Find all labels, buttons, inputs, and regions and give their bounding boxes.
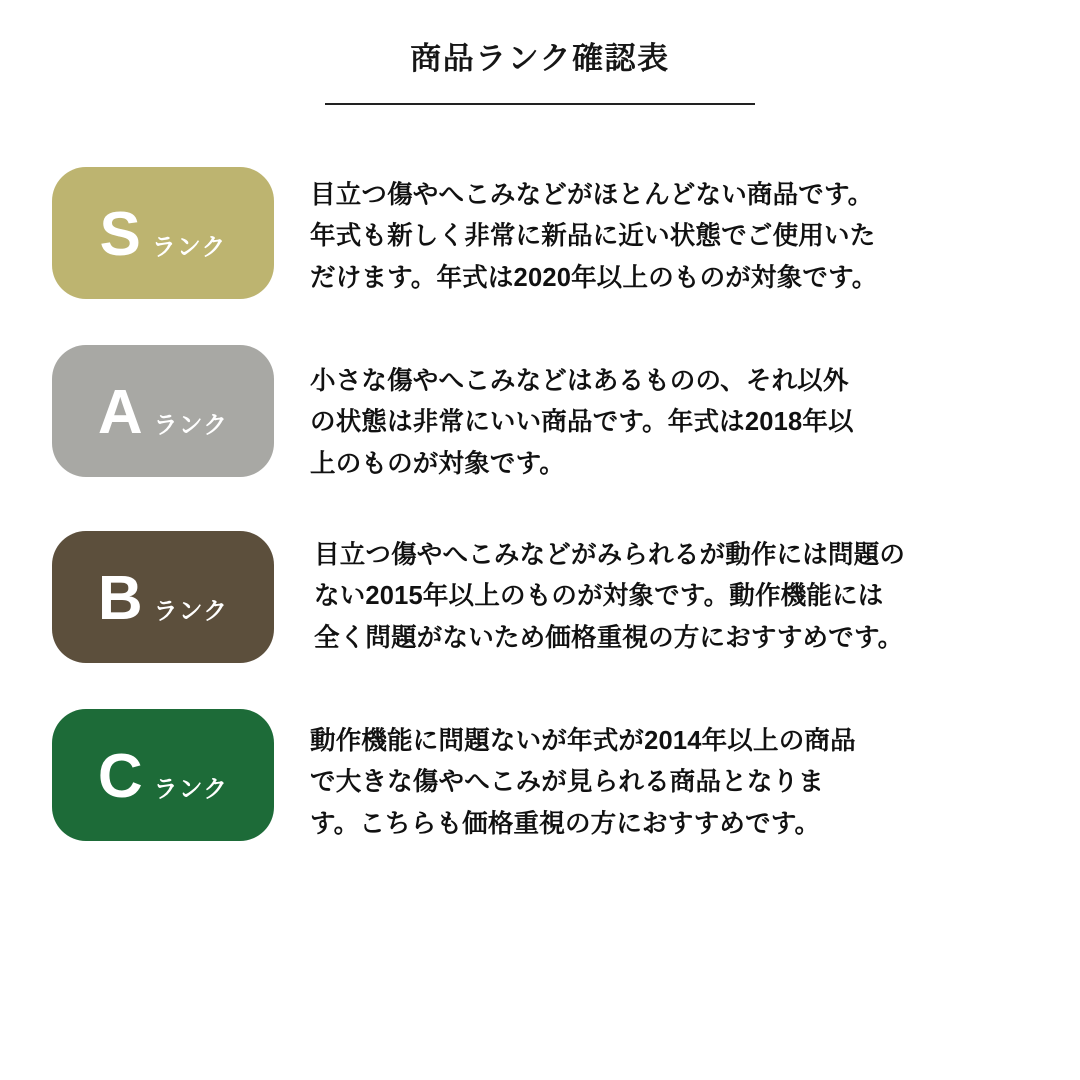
rank-badge-inner xyxy=(97,742,229,812)
rank-description-line: 目立つ傷やへこみなどがみられるが動作には問題の xyxy=(314,541,906,570)
rank-description xyxy=(274,345,1028,485)
rank-description-line: だけます。年式は2020年以上のものが対象です。 xyxy=(310,263,878,292)
rank-badge-b xyxy=(52,531,274,663)
rank-row xyxy=(52,531,1028,663)
rank-description xyxy=(274,709,1028,845)
rank-row xyxy=(52,709,1028,845)
rank-suffix: ランク xyxy=(151,234,227,262)
rank-letter: B xyxy=(97,564,144,634)
title-divider xyxy=(325,103,755,105)
rank-badge-inner xyxy=(97,378,229,448)
rank-badge-inner xyxy=(99,200,227,270)
rank-description-line: 動作機能に問題ないが年式が2014年以上の商品 xyxy=(310,727,856,756)
rank-description-line: 年式も新しく非常に新品に近い状態でご使用いた xyxy=(310,222,876,251)
rank-list xyxy=(0,167,1080,845)
rank-letter: A xyxy=(97,378,144,448)
rank-description xyxy=(274,531,1028,659)
rank-letter: C xyxy=(97,742,144,812)
rank-description-line: 目立つ傷やへこみなどがほとんどない商品です。 xyxy=(310,181,874,210)
rank-letter: S xyxy=(99,200,142,270)
rank-row xyxy=(52,345,1028,485)
rank-badge-a xyxy=(52,345,274,477)
rank-suffix: ランク xyxy=(153,776,229,804)
rank-description xyxy=(274,167,1028,299)
rank-suffix: ランク xyxy=(153,412,229,440)
rank-description-line: 全く問題がないため価格重視の方におすすめです。 xyxy=(314,623,904,652)
rank-suffix: ランク xyxy=(153,598,229,626)
header xyxy=(0,0,1080,105)
rank-badge-s xyxy=(52,167,274,299)
rank-badge-c xyxy=(52,709,274,841)
rank-badge-inner xyxy=(97,564,229,634)
rank-description-line: ない2015年以上のものが対象です。動作機能には xyxy=(314,582,884,611)
rank-description-line: 上のものが対象です。 xyxy=(310,449,565,478)
rank-row xyxy=(52,167,1028,299)
rank-description-line: で大きな傷やへこみが見られる商品となりま xyxy=(310,768,825,797)
rank-description-line: す。こちらも価格重視の方におすすめです。 xyxy=(310,809,821,838)
page-title: 商品ランク確認表 xyxy=(410,41,670,76)
rank-description-line: 小さな傷やへこみなどはあるものの、それ以外 xyxy=(310,367,849,396)
rank-description-line: の状態は非常にいい商品です。年式は2018年以 xyxy=(310,408,854,437)
